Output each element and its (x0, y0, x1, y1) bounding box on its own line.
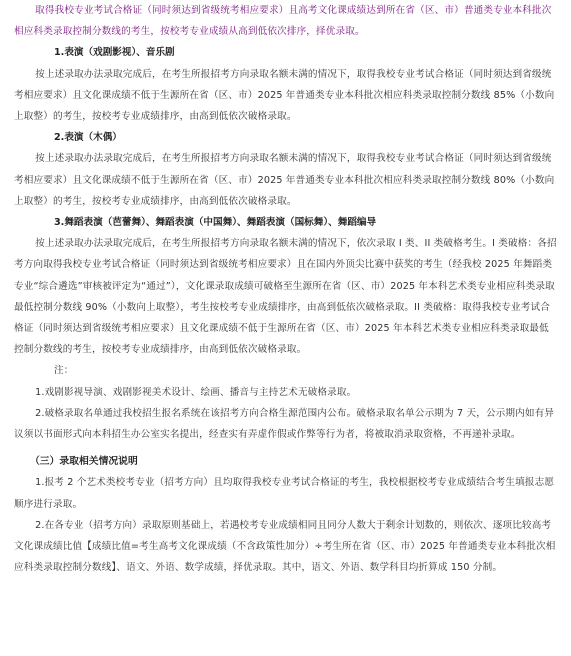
section-heading-dance: 3.舞蹈表演（芭蕾舞）、舞蹈表演（中国舞）、舞蹈表演（国标舞）、舞蹈编导 (54, 217, 377, 229)
note-item-2: 2.破格录取名单通过我校招生报名系统在该招考方向合格生源范围内公布。破格录取名单公示期为 7 天，公示期内如有异议须以书面形式向本科招生办公室实名提出，经查实有弄虚作假或作弊等行为者，将被取消录取资格，不再递补录取。 (14, 407, 555, 441)
section-3-item-2: 2.在各专业（招考方向）录取原则基础上，若遇校考专业成绩相同且同分人数大于剩余计划数的，则依次、逐项比较高考文化课成绩比值【成绩比值=考生高考文化课成绩（不含政策性加分）÷考生所在省（区、市）2025 年普通类专业本科批次相应科类录取控制分数线】、语文、外语、数学成绩，择优录取。其中，语文、外语、数学科目均折算成 150 分制。 (14, 519, 556, 574)
section-3-item-1: 1.报考 2 个艺术类校考专业（招考方向）且均取得我校专业考试合格证的考生，我校根据校考专业成绩结合考生填报志愿顺序进行录取。 (14, 477, 555, 510)
section-heading-puppet: 2.表演（木偶） (54, 132, 122, 144)
section-body-dance: 按上述录取办法录取完成后，在考生所报招考方向录取名额未满的情况下，依次录取 I 类、II 类破格考生。I 类破格：各招考方向取得我校专业考试合格证（同时须达到省级统考相应要求）且在国内外顶尖比赛中获奖的考生（经我校 2025 年舞蹈类专业“综合遴选”审核被评定为“通过”），文化课录取成绩可破格至生源所在省（区、市）2025 年本科艺术类专业相应科类录取最低控制分数线 90%（小数向上取整），考生按校考专业成绩排序，由高到低依次破格录取。II 类破格：取得我校专业考试合格证（同时须达到省级统考相应要求）且文化课成绩不低于生源所在省（区、市）2025 年本科艺术类专业相应科类录取最低控制分数线的考生，按校考专业成绩排序，由高到低依次破格录取。 (14, 238, 557, 356)
intro-paragraph: 取得我校专业考试合格证（同时须达到省级统考相应要求）且高考文化课成绩达到所在省（区、市）普通类专业本科批次相应科类录取控制分数线的考生，按校考专业成绩从高到低依次排序，择优录取。 (14, 5, 552, 38)
note-item-1: 1.戏剧影视导演、戏剧影视美术设计、绘画、播音与主持艺术无破格录取。 (35, 386, 357, 398)
section-body-drama: 按上述录取办法录取完成后，在考生所报招考方向录取名额未满的情况下，取得我校专业考试合格证（同时须达到省级统考相应要求）且文化课成绩不低于生源所在省（区、市）2025 年普通类专业本科批次相应科类录取控制分数线 85%（小数向上取整）的考生，按校考专业成绩排序，由高到低依次破格录取。 (14, 68, 555, 123)
section-3-heading: （三）录取相关情况说明 (30, 456, 138, 468)
note-label: 注： (54, 365, 74, 377)
section-body-puppet: 按上述录取办法录取完成后，在考生所报招考方向录取名额未满的情况下，取得我校专业考试合格证（同时须达到省级统考相应要求）且文化课成绩不低于生源所在省（区、市）2025 年普通类专业本科批次相应科类录取控制分数线 80%（小数向上取整）的考生，按校考专业成绩排序，由高到低依次破格录取。 (14, 153, 555, 207)
section-heading-drama: 1.表演（戏剧影视）、音乐剧 (54, 47, 175, 59)
